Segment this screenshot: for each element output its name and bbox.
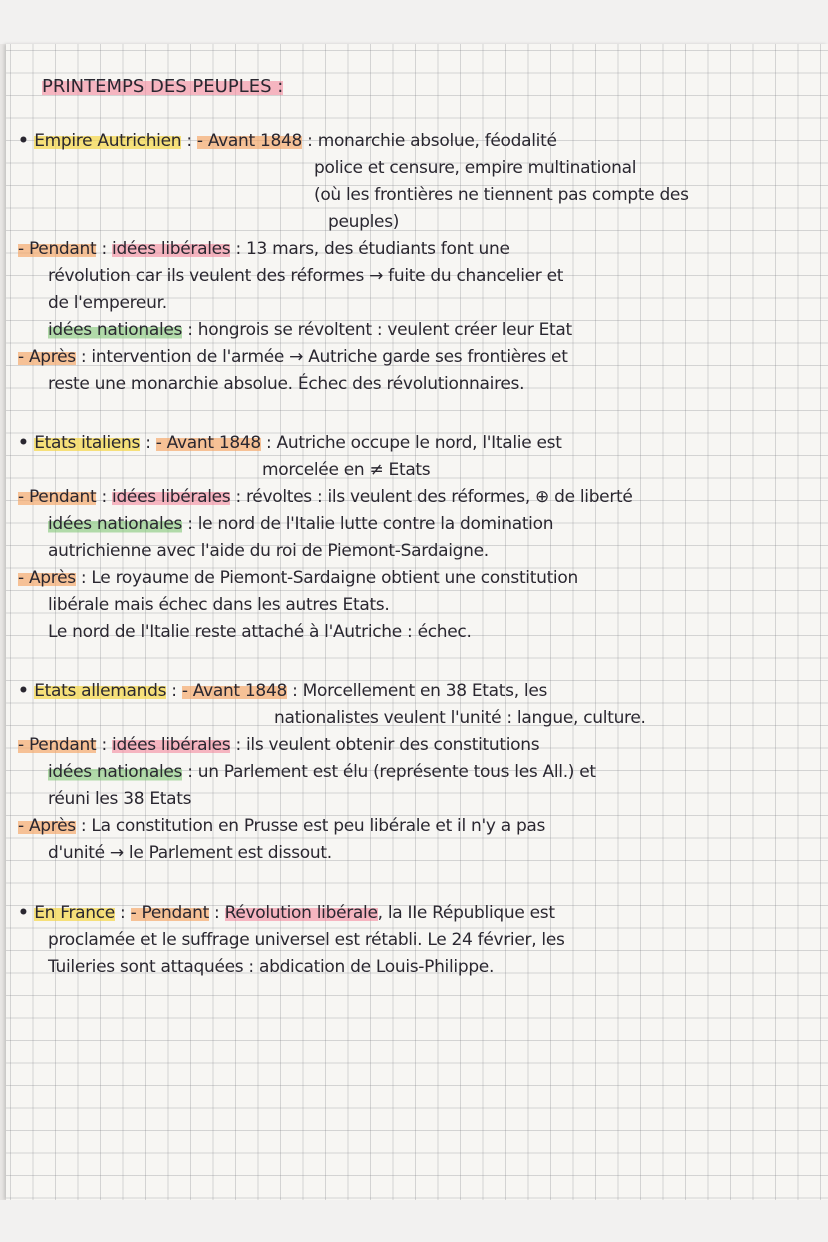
note-text: : le nord de l'Italie lutte contre la domination	[182, 514, 554, 534]
note-line	[18, 567, 578, 589]
note-line	[48, 621, 472, 643]
note-line	[314, 157, 636, 179]
note-text: Le nord de l'Italie reste attaché à l'Autriche : échec.	[48, 622, 472, 642]
title-text: PRINTEMPS DES PEUPLES :	[42, 76, 284, 97]
note-text: : un Parlement est élu (représente tous les All.) et	[182, 762, 596, 782]
note-text: libérale mais échec dans les autres Etats.	[48, 595, 390, 615]
note-text: : 13 mars, des étudiants font une	[230, 239, 510, 259]
highlighted-text: - Avant 1848	[196, 131, 303, 151]
note-line	[262, 459, 430, 481]
note-line	[314, 184, 689, 206]
note-text: :	[96, 239, 113, 259]
note-text: (où les frontières ne tiennent pas compte des	[314, 185, 689, 205]
highlighted-text: - Pendant	[18, 735, 97, 755]
highlighted-text: Révolution libérale	[224, 903, 378, 923]
highlighted-text: idées nationales	[48, 762, 183, 782]
bullet-point: •	[18, 903, 35, 923]
note-text: :	[114, 903, 131, 923]
note-line	[48, 319, 572, 341]
note-text: :	[96, 735, 113, 755]
note-text: de l'empereur.	[48, 293, 167, 313]
note-text: :	[208, 903, 225, 923]
note-text: peuples)	[328, 212, 400, 232]
note-text: : Autriche occupe le nord, l'Italie est	[260, 433, 562, 453]
note-text: :	[166, 681, 182, 701]
note-text: : monarchie absolue, féodalité	[302, 131, 557, 151]
highlighted-text: idées libérales	[112, 487, 231, 507]
note-line	[48, 513, 553, 535]
note-line	[48, 540, 489, 562]
highlighted-text: - Pendant	[18, 487, 97, 507]
note-line	[48, 292, 167, 314]
note-line	[48, 761, 596, 783]
note-line	[18, 680, 547, 702]
highlighted-text: Empire Autrichien	[34, 131, 182, 151]
note-text: :	[96, 487, 113, 507]
note-line	[48, 594, 389, 616]
notebook-page	[6, 44, 828, 1200]
highlighted-text: idées libérales	[112, 239, 231, 259]
bottom-margin	[0, 1200, 828, 1242]
note-text: police et censure, empire multinational	[314, 158, 637, 178]
note-text: : révoltes : ils veulent des réformes, ⊕ de liberté	[230, 487, 633, 507]
note-text: réuni les 38 Etats	[48, 789, 192, 809]
note-line	[18, 238, 510, 260]
note-line	[18, 346, 568, 368]
highlighted-text: - Avant 1848	[155, 433, 261, 453]
note-text: morcelée en ≠ Etats	[262, 460, 431, 480]
highlighted-text: - Pendant	[130, 903, 209, 923]
note-text: :	[181, 131, 197, 151]
note-line	[48, 373, 524, 395]
note-line	[18, 486, 633, 508]
highlighted-text: Etats italiens	[34, 433, 141, 453]
highlighted-text: En France	[34, 903, 115, 923]
note-line	[328, 211, 399, 233]
highlighted-text: idées nationales	[48, 320, 183, 340]
note-line	[48, 788, 191, 810]
note-line	[48, 842, 332, 864]
bullet-point: •	[18, 131, 35, 151]
note-text: :	[140, 433, 156, 453]
highlighted-text: - Avant 1848	[181, 681, 287, 701]
highlighted-text: Etats allemands	[34, 681, 167, 701]
note-text: : La constitution en Prusse est peu libérale et il n'y a pas	[75, 816, 546, 836]
bullet-point: •	[18, 433, 35, 453]
note-text: : hongrois se révoltent : veulent créer leur Etat	[182, 320, 572, 340]
highlighted-text: idées libérales	[112, 735, 231, 755]
note-line	[18, 815, 545, 837]
note-line	[274, 707, 646, 729]
note-text: d'unité → le Parlement est dissout.	[48, 843, 332, 863]
note-line	[48, 956, 494, 978]
note-line	[18, 734, 539, 756]
page-title	[42, 76, 283, 98]
note-line	[18, 902, 555, 924]
note-text: Tuileries sont attaquées : abdication de Louis-Philippe.	[48, 957, 495, 977]
bullet-point: •	[18, 681, 35, 701]
note-text: , la IIe République est	[377, 903, 555, 923]
highlighted-text: - Pendant	[18, 239, 97, 259]
note-line	[18, 130, 557, 152]
note-line	[18, 432, 562, 454]
note-text: : intervention de l'armée → Autriche garde ses frontières et	[75, 347, 568, 367]
note-text: : Le royaume de Piemont-Sardaigne obtient une constitution	[75, 568, 578, 588]
note-line	[48, 265, 563, 287]
highlighted-text: - Après	[18, 568, 76, 588]
note-line	[48, 929, 565, 951]
note-text: : ils veulent obtenir des constitutions	[230, 735, 540, 755]
highlighted-text: idées nationales	[48, 514, 183, 534]
note-text: révolution car ils veulent des réformes → fuite du chancelier et	[48, 266, 564, 286]
highlighted-text: - Après	[18, 816, 76, 836]
note-text: : Morcellement en 38 Etats, les	[286, 681, 548, 701]
note-text: autrichienne avec l'aide du roi de Piemont-Sardaigne.	[48, 541, 489, 561]
highlighted-text: - Après	[18, 347, 76, 367]
note-text: proclamée et le suffrage universel est rétabli. Le 24 février, les	[48, 930, 565, 950]
note-text: reste une monarchie absolue. Échec des révolutionnaires.	[48, 374, 525, 394]
note-text: nationalistes veulent l'unité : langue, culture.	[274, 708, 646, 728]
top-margin	[0, 0, 828, 44]
